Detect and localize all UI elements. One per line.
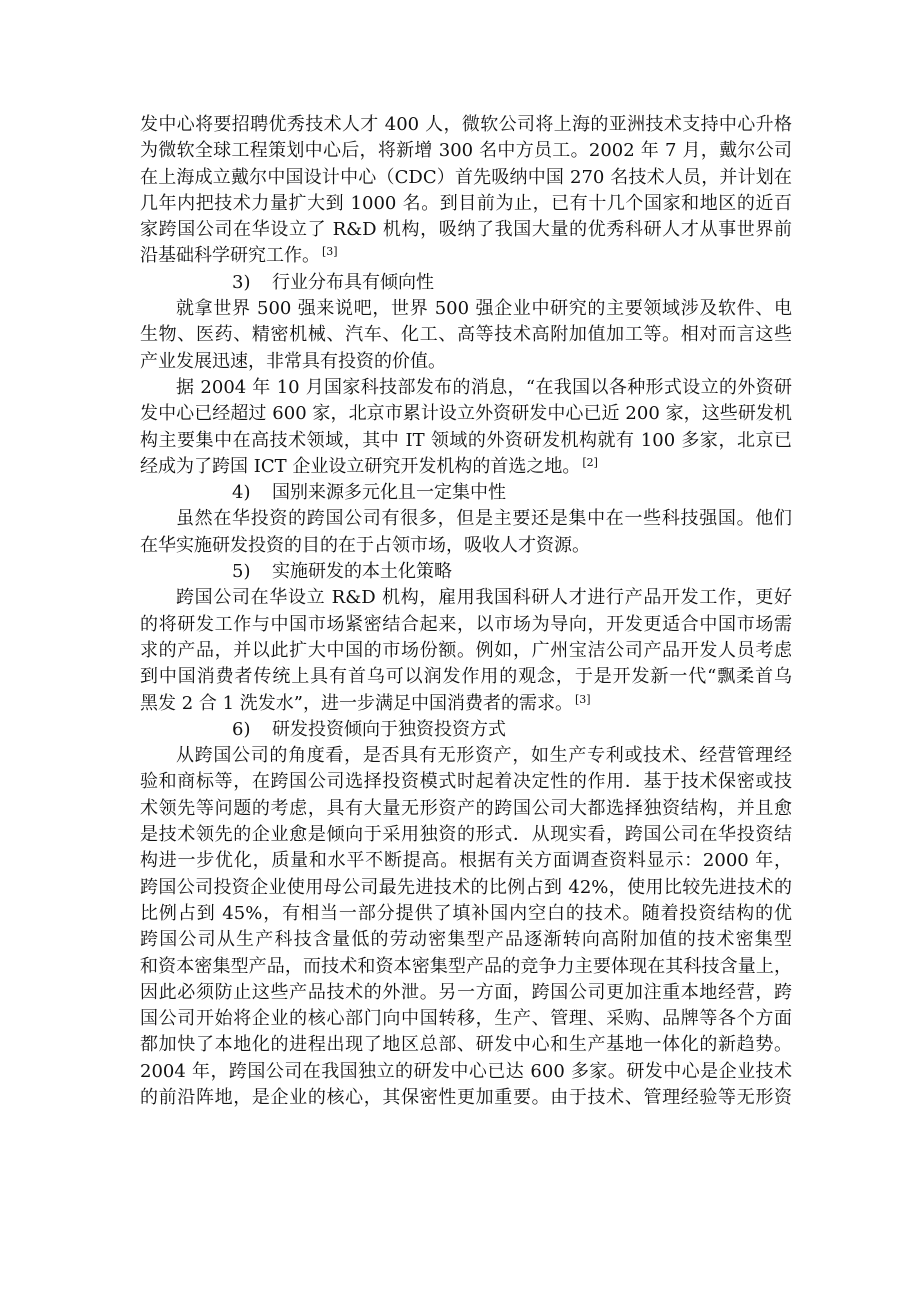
line-text: 沿基础科学研究工作。 xyxy=(140,245,320,267)
line-text: 就拿世界 500 强来说吧，世界 500 强企业中研究的主要领域涉及软件、电 xyxy=(176,298,792,320)
paragraph-line xyxy=(140,875,792,901)
paragraph-line xyxy=(140,454,792,480)
line-text: 生物、医药、精密机械、汽车、化工、高等技术高附加值加工等。相对而言这些 xyxy=(140,324,792,346)
line-text: 和资本密集型产品，而技术和资本密集型产品的竞争力主要体现在其科技含量上， xyxy=(140,955,792,977)
line-text: 从跨国公司的角度看，是否具有无形资产，如生产专利或技术、经营管理经 xyxy=(176,745,792,767)
line-text: 因此必须防止这些产品技术的外泄。另一方面，跨国公司更加注重本地经营，跨 xyxy=(140,981,792,1003)
line-text: 跨国公司从生产科技含量低的劳动密集型产品逐渐转向高附加值的技术密集型 xyxy=(140,929,792,951)
line-text: 黑发 2 合 1 洗发水”，进一步满足中国消费者的需求。 xyxy=(140,692,573,714)
paragraph-line xyxy=(140,954,792,980)
paragraph-line xyxy=(140,506,792,532)
line-text: 的前沿阵地，是企业的核心，其保密性更加重要。由于技术、管理经验等无形资 xyxy=(140,1086,792,1108)
line-text: 求的产品，并以此扩大中国的市场份额。例如，广州宝洁公司产品开发人员考虑 xyxy=(140,639,792,661)
line-text: 几年内把技术力量扩大到 1000 名。到目前为止，已有十几个国家和地区的近百 xyxy=(140,192,792,214)
section-heading xyxy=(140,559,792,585)
paragraph-line xyxy=(140,927,792,953)
line-text: 跨国公司投资企业使用母公司最先进技术的比例占到 42%，使用比较先进技术的 xyxy=(140,876,792,898)
paragraph-line xyxy=(140,1006,792,1032)
paragraph-line xyxy=(140,848,792,874)
paragraph-line xyxy=(140,743,792,769)
paragraph-line xyxy=(140,822,792,848)
paragraph-line xyxy=(140,217,792,243)
paragraph-line xyxy=(140,691,792,717)
paragraph-line xyxy=(140,191,792,217)
line-text: 比例占到 45%，有相当一部分提供了填补国内空白的技术。随着投资结构的优 xyxy=(140,902,792,924)
line-text: 国公司开始将企业的核心部门向中国转移，生产、管理、采购、品牌等各个方面 xyxy=(140,1008,792,1030)
paragraph-line xyxy=(140,375,792,401)
line-text: 跨国公司在华设立 R&D 机构，雇用我国科研人才进行产品开发工作，更好 xyxy=(176,587,792,609)
line-text: 家跨国公司在华设立了 R&D 机构，吸纳了我国大量的优秀科研人才从事世界前 xyxy=(140,219,792,241)
line-text: 2004 年，跨国公司在我国独立的研发中心已达 600 多家。研发中心是企业技术 xyxy=(140,1060,792,1082)
line-text: 到中国消费者传统上具有首乌可以润发作用的观念，于是开发新一代“飘柔首乌 xyxy=(140,666,792,688)
line-text: 术领先等问题的考虑，具有大量无形资产的跨国公司大都选择独资结构，并且愈 xyxy=(140,797,792,819)
section-title: 国别来源多元化且一定集中性 xyxy=(272,482,506,504)
paragraph-line xyxy=(140,322,792,348)
line-text: 经成为了跨国 ICT 企业设立研究开发机构的首选之地。 xyxy=(140,455,581,477)
line-text: 发中心已经超过 600 家，北京市累计设立外资研发中心已近 200 家，这些研发机 xyxy=(140,403,792,425)
paragraph-line xyxy=(140,243,792,269)
section-number: 5) xyxy=(232,561,251,583)
paragraph-line xyxy=(140,296,792,322)
paragraph-line xyxy=(140,1085,792,1111)
section-number: 3) xyxy=(232,271,251,293)
line-text: 在上海成立戴尔中国设计中心（CDC）首先吸纳中国 270 名技术人员，并计划在 xyxy=(140,166,792,188)
section-title: 实施研发的本土化策略 xyxy=(272,561,452,583)
line-text: 的将研发工作与中国市场紧密结合起来，以市场为导向，开发更适合中国市场需 xyxy=(140,613,792,635)
paragraph-line xyxy=(140,612,792,638)
citation-reference: [2] xyxy=(582,455,598,469)
paragraph-line xyxy=(140,401,792,427)
line-text: 都加快了本地化的进程出现了地区总部、研发中心和生产基地一体化的新趋势。 xyxy=(140,1034,792,1056)
paragraph-line xyxy=(140,1032,792,1058)
line-text: 构主要集中在高技术领域，其中 IT 领域的外资研发机构就有 100 多家，北京已 xyxy=(140,429,792,451)
paragraph-line xyxy=(140,664,792,690)
paragraph-line xyxy=(140,901,792,927)
paragraph-line xyxy=(140,349,792,375)
paragraph-line xyxy=(140,112,792,138)
section-number: 6) xyxy=(232,718,251,740)
paragraph-line xyxy=(140,585,792,611)
section-title: 行业分布具有倾向性 xyxy=(272,271,434,293)
line-text: 是技术领先的企业愈是倾向于采用独资的形式．从现实看，跨国公司在华投资结 xyxy=(140,824,792,846)
line-text: 据 2004 年 10 月国家科技部发布的消息，“在我国以各种形式设立的外资研 xyxy=(176,376,792,398)
line-text: 构进一步优化，质量和水平不断提高。根据有关方面调查资料显示：2000 年， xyxy=(140,850,792,872)
section-title: 研发投资倾向于独资投资方式 xyxy=(272,718,506,740)
paragraph-line xyxy=(140,428,792,454)
paragraph-line xyxy=(140,980,792,1006)
paragraph-line xyxy=(140,796,792,822)
line-text: 在华实施研发投资的目的在于占领市场，吸收人才资源。 xyxy=(140,534,590,556)
line-text: 为微软全球工程策划中心后，将新增 300 名中方员工。2002 年 7 月，戴尔公司 xyxy=(140,140,792,162)
document-page xyxy=(140,112,792,1111)
section-heading xyxy=(140,480,792,506)
paragraph-line xyxy=(140,769,792,795)
paragraph-line xyxy=(140,533,792,559)
paragraph-line xyxy=(140,638,792,664)
citation-reference: [3] xyxy=(322,245,338,259)
line-text: 验和商标等，在跨国公司选择投资模式时起着决定性的作用．基于技术保密或技 xyxy=(140,771,792,793)
section-heading xyxy=(140,717,792,743)
paragraph-line xyxy=(140,1059,792,1085)
citation-reference: [3] xyxy=(575,692,591,706)
line-text: 发中心将要招聘优秀技术人才 400 人，微软公司将上海的亚洲技术支持中心升格 xyxy=(140,114,792,135)
section-heading xyxy=(140,270,792,296)
section-number: 4) xyxy=(232,482,251,504)
paragraph-line xyxy=(140,165,792,191)
paragraph-line xyxy=(140,138,792,164)
line-text: 虽然在华投资的跨国公司有很多，但是主要还是集中在一些科技强国。他们 xyxy=(176,508,792,530)
line-text: 产业发展迅速，非常具有投资的价值。 xyxy=(140,350,446,372)
